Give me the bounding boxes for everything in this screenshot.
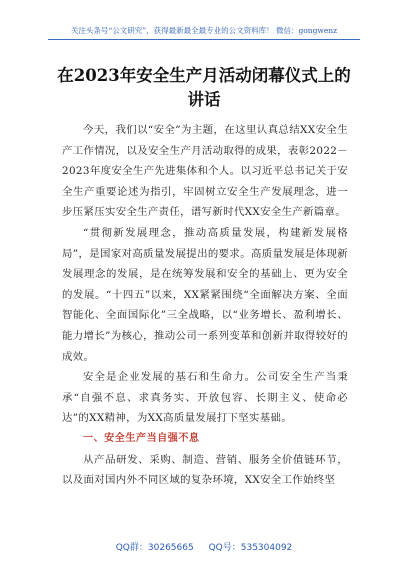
document-body	[62, 120, 348, 491]
paragraph-section-1: 从产品研发、采购、制造、营销、服务全价值链环节，以及面对国内外不同区域的复杂环境，XX安全工作始终坚	[62, 453, 348, 487]
page-footer	[0, 541, 408, 555]
document-title	[40, 64, 368, 112]
title-line-1: 在2023年安全生产月活动闭幕仪式上的	[57, 66, 351, 85]
title-line-2: 讲话	[187, 90, 221, 109]
paragraph-intro: 今天，我们以“安全”为主题，在这里认真总结XX安全生产工作情况，以及安全生产月活动取得的成果，表彰2022－2023年度安全生产先进集体和个人。以习近平总书记关于安全生产重要论述为指引，牢固树立安全生产发展理念，进一步压紧压实安全生产责任，谱写新时代XX安全生产新篇章。	[62, 124, 348, 219]
footer-qq-group: QQ群：30265665	[115, 543, 194, 553]
footer-qq: QQ号：535304092	[208, 543, 293, 553]
paragraph-foundation: 安全是企业发展的基石和生命力。公司安全生产当秉承“自强不息、求真务实、开放包容、长期主义、使命必达”的XX精神，为XX高质量发展打下坚实基础。	[62, 371, 348, 425]
paragraph-development: “贯彻新发展理念，推动高质量发展，构建新发展格局”，是国家对高质量发展提出的要求。高质量发展是体现新发展理念的发展，是在统筹发展和安全的基础上、更为安全的发展。“十四五”以来，XX紧紧围绕“全面解决方案、全面智能化、全面国际化”三全战略，以“业务增长、盈利增长、能力增长”为核心，推动公司一系列变革和创新并取得较好的成效。	[62, 226, 348, 363]
section-heading-1: 一、安全生产当自强不息	[83, 432, 200, 444]
header-banner: 关注头条号“公文研究”，获得最新最全最专业的公文资料库！ 微信：gongwenz	[48, 23, 360, 40]
